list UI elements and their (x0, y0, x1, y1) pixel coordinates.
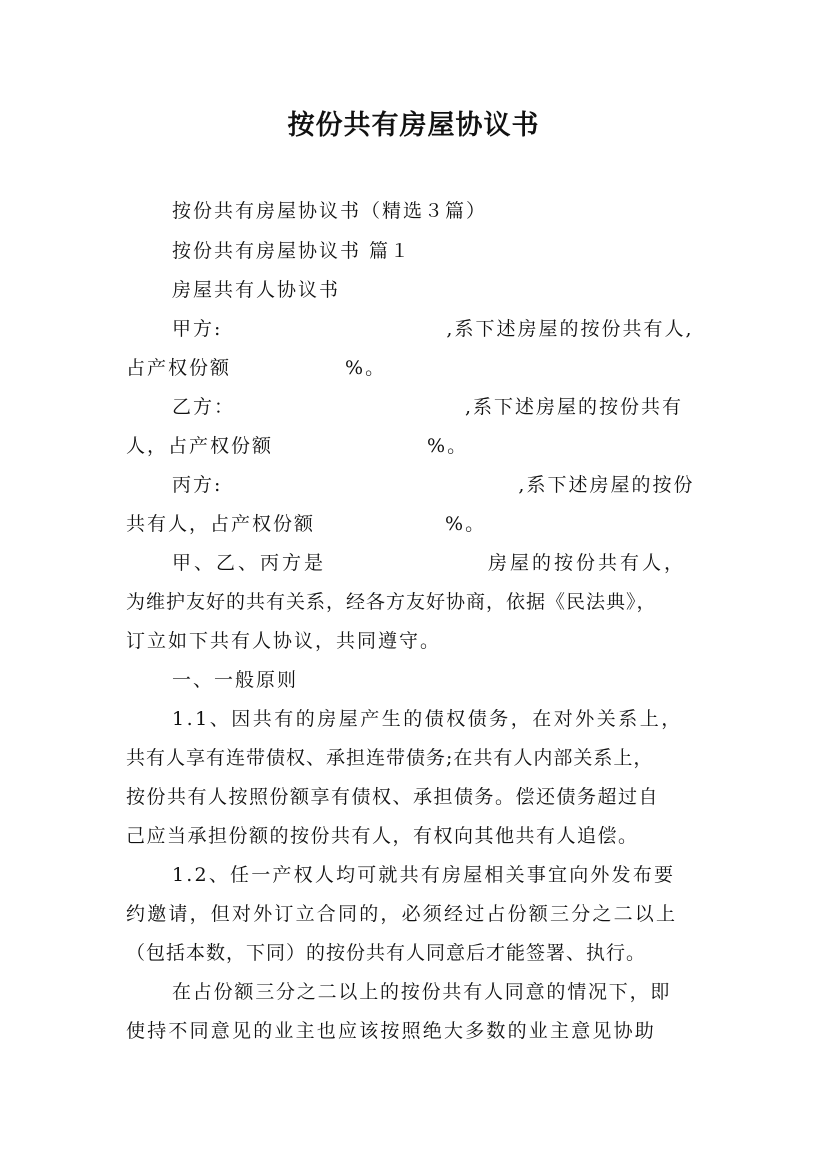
party-a-text: ,系下述房屋的按份共有人, (446, 318, 694, 340)
body-line: 己应当承担份额的按份共有人，有权向其他共有人追偿。 (126, 825, 639, 847)
party-c-text: ,系下述房屋的按份 (518, 474, 695, 496)
section-heading-general: 一、一般原则 (172, 669, 299, 691)
parties-statement-line (172, 550, 686, 576)
party-c-line (172, 472, 694, 498)
party-c-label: 丙方: (172, 474, 223, 496)
document-title: 按份共有房屋协议书 (287, 110, 540, 141)
party-a-line (172, 316, 694, 342)
party-b-share-unit: %。 (427, 435, 469, 457)
body-line: 使持不同意见的业主也应该按照绝大多数的业主意见协助 (126, 1020, 657, 1042)
party-a-share-unit: %。 (345, 357, 387, 379)
parties-statement-text: 房屋的按份共有人， (488, 552, 687, 574)
party-c-share-label: 共有人，占产权份额 (126, 513, 316, 535)
party-a-label: 甲方: (172, 318, 223, 340)
party-a-share-line (126, 355, 386, 381)
body-line: 共有人享有连带债权、承担连带债务;在共有人内部关系上， (126, 747, 654, 769)
body-line: 约邀请，但对外订立合同的，必须经过占份额三分之二以上 (126, 903, 678, 925)
party-b-text: ,系下述房屋的按份共有 (465, 396, 684, 418)
clause-1-1: 1.1、因共有的房屋产生的债权债务，在对外关系上， (172, 708, 683, 730)
party-c-share-line (126, 511, 486, 537)
party-c-share-unit: %。 (445, 513, 487, 535)
party-b-share-line (126, 433, 468, 459)
party-b-line (172, 394, 683, 420)
parties-statement-label: 甲、乙、丙方是 (172, 552, 327, 574)
body-line: 为维护友好的共有关系，经各方友好协商，依据《民法典》， (126, 591, 657, 613)
agreement-subtitle: 房屋共有人协议书 (172, 279, 341, 301)
party-b-label: 乙方： (172, 396, 236, 418)
party-b-share-label: 人，占产权份额 (126, 435, 274, 457)
paragraph-start: 在占份额三分之二以上的按份共有人同意的情况下，即 (172, 981, 672, 1003)
party-a-share-label: 占产权份额 (126, 357, 232, 379)
collection-heading: 按份共有房屋协议书（精选３篇） (172, 200, 488, 222)
body-line: （包括本数，下同）的按份共有人同意后才能签署、执行。 (126, 942, 647, 964)
clause-1-2: 1.2、任一产权人均可就共有房屋相关事宜向外发布要 (172, 864, 676, 886)
article-heading: 按份共有房屋协议书 篇１ (172, 240, 412, 262)
body-line: 订立如下共有人协议，共同遵守。 (126, 630, 442, 652)
body-line: 按份共有人按照份额享有债权、承担债务。偿还债务超过自 (126, 786, 660, 808)
